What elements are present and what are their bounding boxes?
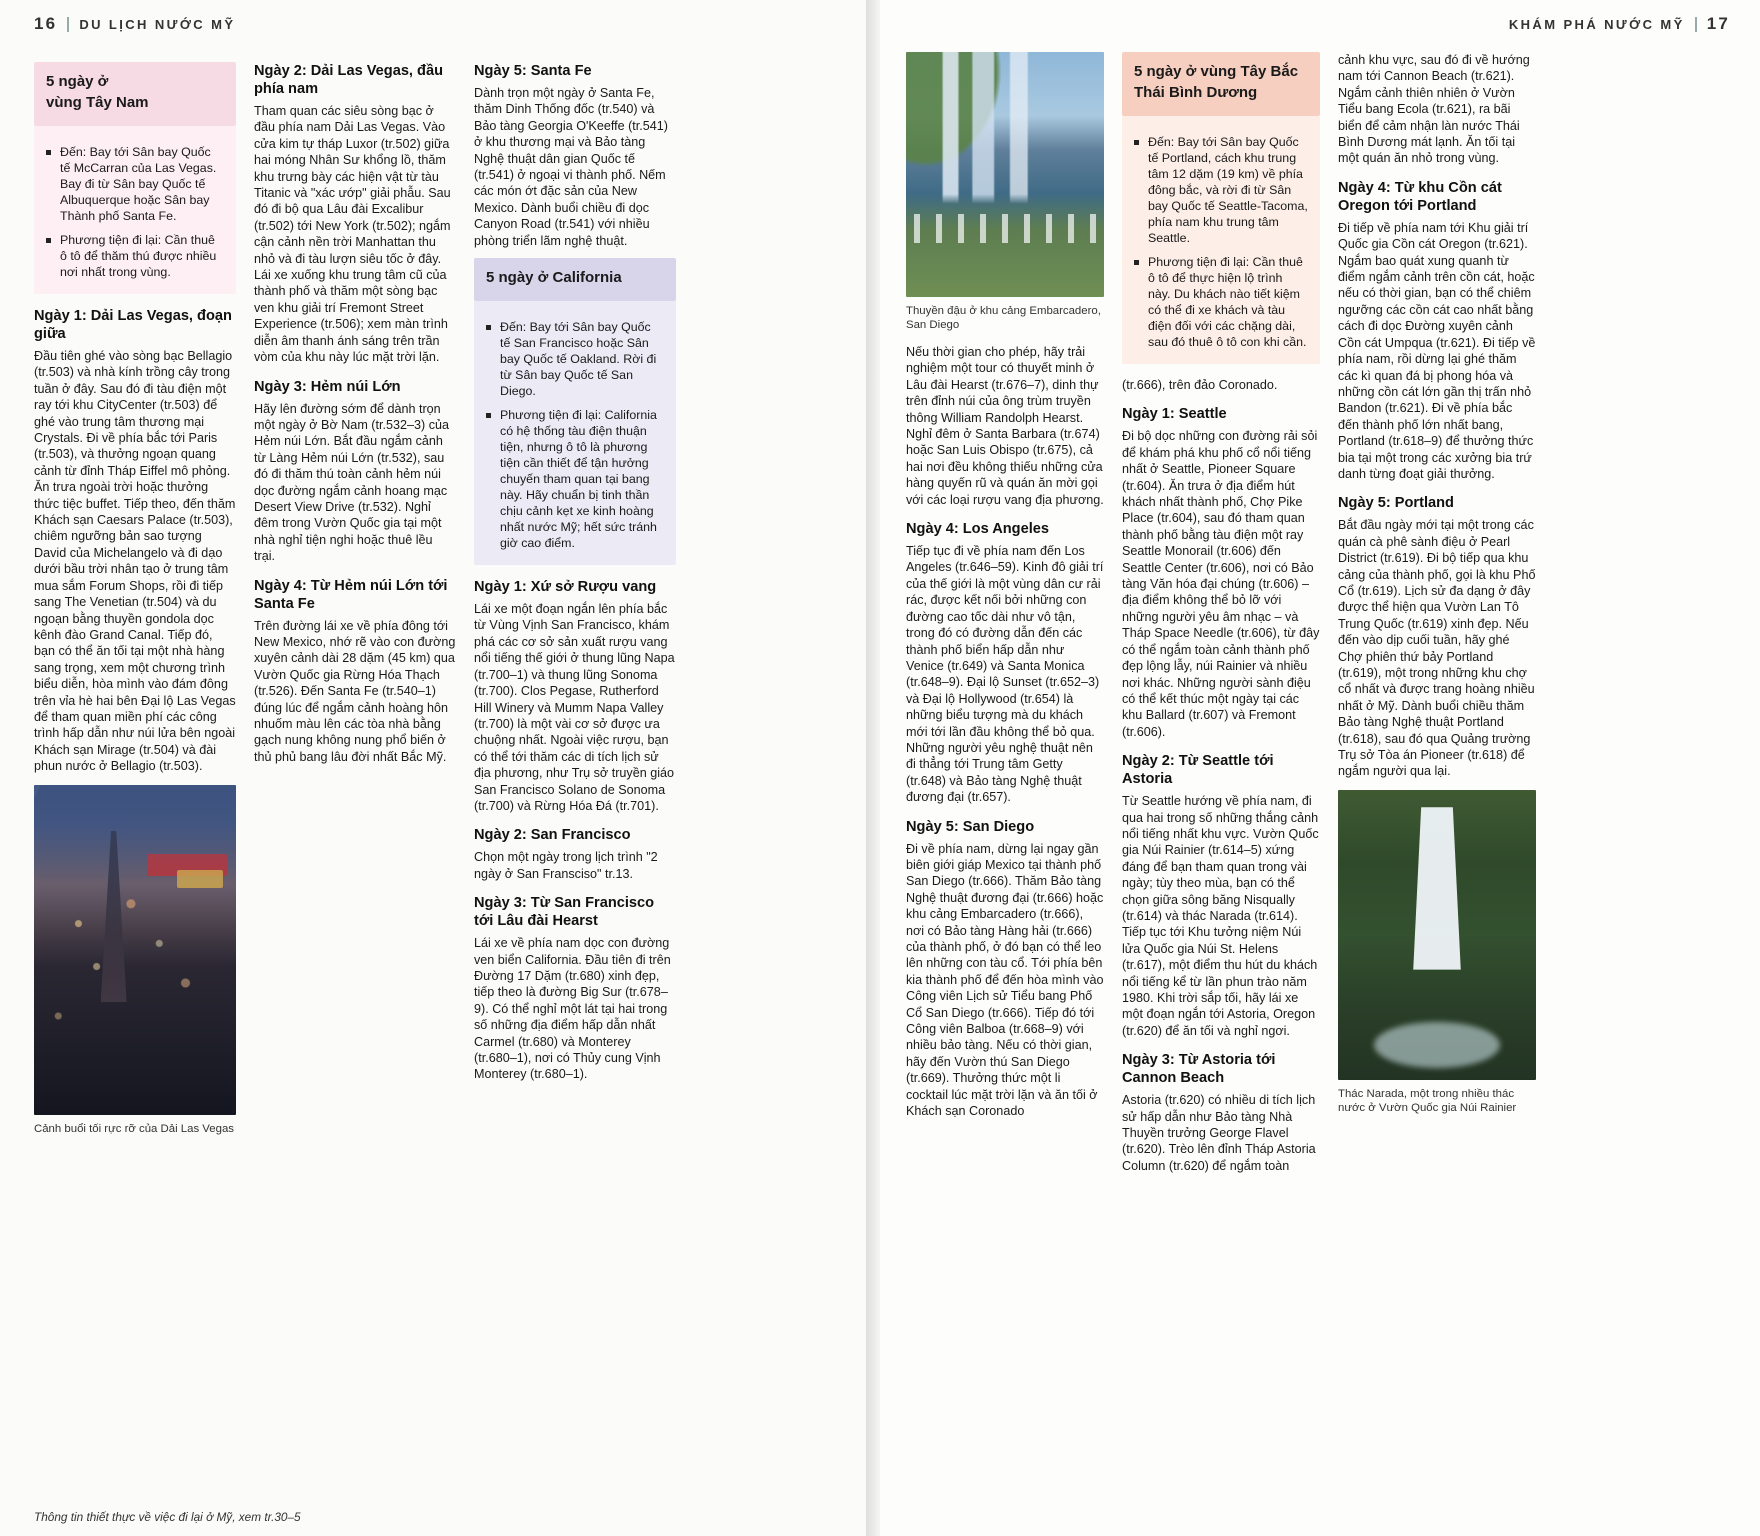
body-day2-southwest: Tham quan các siêu sòng bạc ở đầu phía nam Dải Las Vegas. Vào cửa kim tự tháp Luxor (tr.502) giữa hai móng Nhân Sư khổng lồ, thăm khu trưng bày các hiện vật từ tàu Titanic và "xác ướp" giải phẫu. Sau đó đi bộ qua Lâu đài Excalibur (tr.502) tới New York (tr.502); ngắm cận cảnh nền trời Manhattan thu nhỏ và đi tàu lượn siêu tốc ở đây. Lái xe xuống khu trung tâm cũ của thành phố và thăm một sòng bạc ven khu giải trí Fremont Street Experience (tr.506); xem màn trình diễn âm thanh ánh sáng trên trần vòm của khu này lúc mặt trời lặn. [254,104,451,365]
body-day4-northwest: Đi tiếp về phía nam tới Khu giải trí Quốc gia Cồn cát Oregon (tr.621). Ngắm bao quát xung quanh từ điểm ngắm cảnh trên cồn cát, hoặc nếu có thời gian, bạn có thể chiêm ngưỡng các cồn cát cao nhất bằng cách đi dọc Đường xuyên cảnh Cồn cát Umpqua (tr.621). Đi tiếp về phía nam, rồi dừng lại ghé thăm các kì quan đá bị phong hóa và những cồn cát lớn gần thị trấn nhỏ Bandon (tr.621). Đi về phía bắc đến thành phố lớn nhất bang, Portland (tr.618–9) để thưởng thức bia tại một trong các xưởng bia trứ danh từng đoạt giải thưởng. [1338,220,1536,481]
box-california-title: 5 ngày ở California [486,269,622,287]
body-day1-southwest: Đầu tiên ghé vào sòng bạc Bellagio (tr.503) và nhà kính trồng cây trong tuần ở đây. Sau đó đi tàu điện một ray tới khu CityCenter (tr.503) để ghé vào trung tâm thương mại Crystals. Đi về phía bắc tới Paris (tr.503), và thưởng ngoạn quang cảnh từ đỉnh Tháp Eiffel mô phỏng. Ăn trưa ngoài trời hoặc thưởng thức tiệc buffet. Tiếp theo, đến thăm Khách sạn Caesars Palace (tr.503), chiêm ngưỡng bản sao tượng David của Michelangelo và đi dạo dưới bầu trời nhân tạo ở trung tâm mua sắm Forum Shops, rồi đi tiếp sang The Venetian (tr.504) và du ngoạn bằng thuyền gondola dọc kênh đào Grand Canal. Tiếp đó, bạn có thể ăn tối tại một nhà hàng sang trọng, xem một chương trình biểu diễn, hòa mình vào đám đông trên vỉa hè hai bên Đại lộ Las Vegas để tham quan miền phí các công trình hấp dẫn như núi lửa bên ngoài Khách sạn Mirage (tr.504) và đài phun nước ở Bellagio (tr.503). [34,349,236,774]
box-southwest-body [34,126,236,294]
body-day1-california: Lái xe một đoạn ngắn lên phía bắc từ Vùng Vịnh San Francisco, khám phá các cơ sở sản xuất rượu vang nổi tiếng thế giới ở thung lũng Napa (tr.700–1) và thung lũng Sonoma (tr.700). Clos Pegase, Rutherford Hill Winery và Mumm Napa Valley (tr.700) là một vài cơ sở được ưa chuộng nhất. Ngoài việc rượu, bạn có thể tới thăm các di tích lịch sử địa phương, như Trụ sở truyền giáo San Francisco Solano de Sonoma (tr.700) và Rừng Hóa Đá (tr.701). [474,602,675,813]
heading-day1-california: Ngày 1: Xứ sở Rượu vang [474,579,657,596]
right-column-1 [906,52,1104,1183]
body-day5-northwest: Bắt đầu ngày mới tại một trong các quán cà phê sành điệu ở Pearl District (tr.619). Đi bộ tiếp qua khu cảng của thành phố, gọi là khu Phố Cổ (tr.619). Lịch sử đa dạng ở đây được thể hiện qua Vườn Lan Tô Trung Quốc (tr.619) xinh đẹp. Nếu đến vào dịp cuối tuần, hãy ghé Chợ phiên thứ bảy Portland (tr.619), một trong những khu chợ cổ nhất và được trang hoàng nhiều nhất ở Mỹ. Dành buổi chiều thăm Bảo tàng Nghệ thuật Portland (tr.618), sau đó qua Quảng trường Trụ sở Tòa án Pioneer (tr.618) để ngắm người qua lại. [1338,518,1536,779]
list-item: Đến: Bay tới Sân bay Quốc tế Portland, cách khu trung tâm 12 dặm (19 km) về phía đông bắc, và rời đi từ Sân bay Quốc tế Seattle-Tacoma, phía nam khu trung tâm Seattle. [1134,134,1308,246]
body-cannon-beach-continuation: cảnh khu vực, sau đó đi về hướng nam tới Cannon Beach (tr.621). Ngắm cảnh thiên nhiên ở Vườn Tiểu bang Ecola (tr.621), ra bãi biển để cảm nhận làn nước Thái Bình Dương mát lạnh. Ăn tối tại một quán ăn nhỏ trong vùng. [1338,53,1530,166]
folio-right: 17 [1706,14,1730,33]
heading-day3-southwest: Ngày 3: Hẻm núi Lớn [254,378,401,395]
body-day4-southwest: Trên đường lái xe về phía đông tới New Mexico, nhớ rẽ vào con đường xuyên cảnh dài 28 dặm (45 km) qua Vườn Quốc gia Rừng Hóa Thạch (tr.526). Đến Santa Fe (tr.540–1) đúng lúc để ngắm cảnh hoàng hôn nhuốm màu lên các tòa nhà bằng gạch nung không nung phổ biến ở thủ phủ bang lâu đời nhất Bắc Mỹ. [254,618,456,764]
heading-day5-northwest: Ngày 5: Portland [1338,495,1454,512]
heading-day2-northwest: Ngày 2: Từ Seattle tới Astoria [1122,753,1274,788]
folio-divider [67,17,69,32]
folio-left: 16 [34,14,58,33]
figure-san-diego [906,52,1104,332]
left-column-3 [474,62,676,1142]
list-item: Phương tiện đi lại: California có hệ thống tàu điện thuận tiện, nhưng ô tô là phương tiện cần thiết để tận hưởng chuyến tham quan tại bang này. Hãy chuẩn bị tinh thần chịu cảnh kẹt xe kinh hoàng nhất nước Mỹ; hết sức tránh giờ cao điểm. [486,407,664,551]
body-hearst-castle: Nếu thời gian cho phép, hãy trải nghiệm một tour có thuyết minh ở Lâu đài Hearst (tr.676–7), dinh thự trên đỉnh núi của ông trùm truyền thông William Randolph Hearst. Nghỉ đêm ở Santa Barbara (tr.674) hoặc San Luis Obispo (tr.675), cả hai nơi đều không thiếu những cửa hàng quyến rũ và quán ăn mời gọi với các loại rượu vang địa phương. [906,345,1104,507]
heading-day4-southwest: Ngày 4: Từ Hẻm núi Lớn tới Santa Fe [254,577,448,612]
box-northwest-title-line1: 5 ngày ở vùng Tây Bắc [1134,63,1299,80]
body-day5-california: Đi về phía nam, dừng lại ngay gần biên giới giáp Mexico tại thành phố San Diego (tr.666). Thăm Bảo tàng Nghệ thuật đương đại (tr.666) hoặc khu cảng Embarcadero (tr.666), nơi có Bảo tàng Hàng hải (tr.666) của thành phố, ở đó bạn có thể leo lên những con tàu cổ. Tới phía bên kia thành phố để đến hòa mình vào Công viên Lịch sử Tiểu bang Phố Cổ San Diego (tr.666). Tiếp đó tới Công viên Balboa (tr.668–9) với nhiều bảo tàng. Nếu có thời gian, hãy đến Vườn thú San Diego (tr.669). Thưởng thức một li cocktail lúc mặt trời lặn và ăn tối ở Khách sạn Coronado [906,841,1104,1119]
box-northwest-title-line2: Thái Bình Dương [1134,84,1258,101]
body-day3-southwest: Hãy lên đường sớm để dành trọn một ngày ở Bờ Nam (tr.532–3) của Hẻm núi Lớn. Bắt đầu ngắm cảnh từ Làng Hẻm núi Lớn (tr.532), sau đó đi thăm thú toàn cảnh hẻm núi dọc đường ngắm cảnh hoang mạc Desert View Drive (tr.532). Nghỉ đêm trong Vườn Quốc gia tại một nhà nghỉ tiện nghi hoặc thuê lều trại. [254,401,450,564]
list-item: Phương tiện đi lại: Cần thuê ô tô để thực hiện lộ trình này. Du khách nào tiết kiệm có thể đi xe khách và tàu điện đối với các chặng dài, sau đó thuê ô tô con khi cần. [1134,254,1308,350]
photo-embarcadero-san-diego [906,52,1104,297]
list-item: Phương tiện đi lại: Cần thuê ô tô để thăm thú được nhiều nơi nhất trong vùng. [46,232,224,280]
body-day5-southwest: Dành trọn một ngày ở Santa Fe, thăm Dinh Thống đốc (tr.540) và Bảo tàng Georgia O'Keeffe (tr.541) ở khu thương mại và Bảo tàng Nghệ thuật dân gian Quốc tế (tr.541) ở ngoại vi thành phố. Nếm các món ớt đặc sản của New Mexico. Dành buổi chiều đi dọc Canyon Road (tr.541) với nhiều phòng triển lãm nghệ thuật. [474,86,668,248]
box-northwest-body [1122,116,1320,364]
heading-day3-california: Ngày 3: Từ San Francisco tới Lâu đài Hearst [474,895,655,930]
box-southwest-title-line1: 5 ngày ở [46,73,109,90]
heading-day4-northwest: Ngày 4: Từ khu Cồn cát Oregon tới Portland [1338,179,1502,214]
running-head-left [34,14,854,34]
body-day4-california: Tiếp tục đi về phía nam đến Los Angeles (tr.646–59). Kinh đô giải trí của thế giới là một vùng dân cư rải rác, được kết nối bởi những con đường cao tốc dài như vô tận, trong đó có đường dẫn đến các thành phố biển hấp dẫn như Venice (tr.649) và Santa Monica (tr.648–9). Đại lộ Sunset (tr.652–3) và Đại lộ Hollywood (tr.654) là những biểu tượng mà du khách mới tới lần đầu không thể bỏ qua. Những người yêu nghệ thuật nên đi thẳng tới Trung tâm Getty (tr.648) và Bảo tàng Nghệ thuật đương đại (tr.657). [906,544,1104,805]
heading-day2-southwest: Ngày 2: Dải Las Vegas, đầu phía nam [254,63,443,97]
box-california-body [474,301,676,565]
figure-las-vegas [34,785,236,1136]
water-pool-shape [1374,1022,1501,1068]
eiffel-tower-replica-shape [101,831,127,1003]
right-column-2 [1122,52,1320,1183]
heading-day2-california: Ngày 2: San Francisco [474,827,631,844]
heading-day3-northwest: Ngày 3: Từ Astoria tới Cannon Beach [1122,1052,1276,1087]
heading-day1-northwest: Ngày 1: Seattle [1122,406,1227,423]
caption-san-diego: Thuyền đậu ở khu cảng Embarcadero, San Diego [906,305,1101,331]
boats-shape [914,214,1096,243]
body-day3-northwest: Astoria (tr.620) có nhiều di tích lịch sử hấp dẫn như Bảo tàng Nhà Thuyền trưởng George Flavel (tr.620). Trèo lên đỉnh Tháp Astoria Column (tr.620) để ngắm toàn [1122,1093,1316,1173]
itinerary-box-california [474,258,676,301]
heading-day5-southwest: Ngày 5: Santa Fe [474,63,592,79]
photo-narada-falls [1338,790,1536,1080]
left-column-2 [254,62,456,1142]
list-item: Đến: Bay tới Sân bay Quốc tế San Francisco hoặc Sân bay Quốc tế Oakland. Rời đi từ Sân bay Quốc tế San Diego. [486,319,664,399]
right-columns [906,52,1730,1183]
figure-narada-falls [1338,790,1536,1115]
running-head-right-title: KHÁM PHÁ NƯỚC MỸ [1508,16,1685,32]
caption-narada-falls: Thác Narada, một trong nhiều thác nước ở Vườn Quốc gia Núi Rainier [1338,1087,1517,1114]
right-column-3 [1338,52,1536,1183]
body-day2-northwest: Từ Seattle hướng về phía nam, đi qua hai trong số những thắng cảnh nổi tiếng nhất khu vực. Vườn Quốc gia Núi Rainier (tr.614–5) xứng đáng để bạn tham quan trong vài ngày; tùy theo mùa, bạn có thể chọn giữa sông băng Nisqually (tr.614) và thác Narada (tr.614). Tiếp tục tới Khu tưởng niệm Núi lửa Quốc gia Núi St. Helens (tr.617), một điểm thu hút du khách nổi tiếng kể từ lần phun trào năm 1980. Khi trời sắp tối, hãy lái xe một đoạn ngắn tới Astoria, Oregon (tr.620) để ăn tối và nghỉ ngơi. [1122,794,1319,1038]
running-head-right [906,14,1730,34]
footnote-left: Thông tin thiết thực về việc đi lại ở Mỹ, xem tr.30–5 [34,1510,301,1524]
heading-day5-california: Ngày 5: San Diego [906,818,1035,835]
photo-las-vegas-strip [34,785,236,1115]
running-head-left-title: DU LỊCH NƯỚC MỸ [79,16,236,32]
right-page [880,0,1760,1536]
itinerary-box-northwest [1122,52,1320,116]
body-day2-california: Chọn một ngày trong lịch trình "2 ngày ở San Fransciso" tr.13. [474,850,658,881]
itinerary-box-southwest [34,62,236,126]
folio-divider-right [1695,17,1697,32]
left-column-1 [34,62,236,1142]
heading-day1-southwest: Ngày 1: Dải Las Vegas, đoạn giữa [34,308,232,342]
caption-las-vegas: Cảnh buổi tối rực rỡ của Dải Las Vegas [34,1122,234,1135]
left-columns [34,62,854,1142]
heading-day4-california: Ngày 4: Los Angeles [906,521,1050,538]
casino-sign-shape [147,854,227,876]
list-item: Đến: Bay tới Sân bay Quốc tế McCarran của Las Vegas. Bay đi từ Sân bay Quốc tế Albuquerque hoặc Sân bay Thành phố Santa Fe. [46,144,224,224]
body-day3-california: Lái xe về phía nam dọc con đường ven biển California. Đầu tiên đi trên Đường 17 Dặm (tr.680) xinh đẹp, tiếp theo là đường Big Sur (tr.678–9). Có thể nghỉ một lát tại hai trong số những địa điểm hấp dẫn nhất Carmel (tr.680) và Monterey (tr.680–1), nơi có Thủy cung Vịnh Monterey (tr.680–1). [474,936,671,1082]
body-coronado-continuation: (tr.666), trên đảo Coronado. [1122,378,1278,392]
body-day1-northwest: Đi bộ dọc những con đường rải sỏi để khám phá khu phố cổ nổi tiếng nhất ở Seattle, Pioneer Square (tr.604). Ăn trưa ở địa điểm hút khách nhất thành phố, Chợ Pike Place (tr.604), sau đó tham quan thành phố bằng tàu điện một ray Seattle Monorail (tr.606) đến Seattle Center (tr.606), nơi có Bảo tàng Văn hóa đại chúng (tr.606) – địa điểm không thể bỏ lỡ với những người yêu âm nhạc – và Tháp Space Needle (tr.606), từ đây có thể ngắm toàn cảnh thành phố đẹp lộng lẫy, núi Rainier và nhiều nơi khác. Những người sành điệu có thể kết thúc một ngày tại các khu Ballard (tr.607) và Fremont (tr.606). [1122,429,1320,739]
box-southwest-title-line2: vùng Tây Nam [46,94,149,111]
casino-sign-shape-2 [177,870,223,888]
